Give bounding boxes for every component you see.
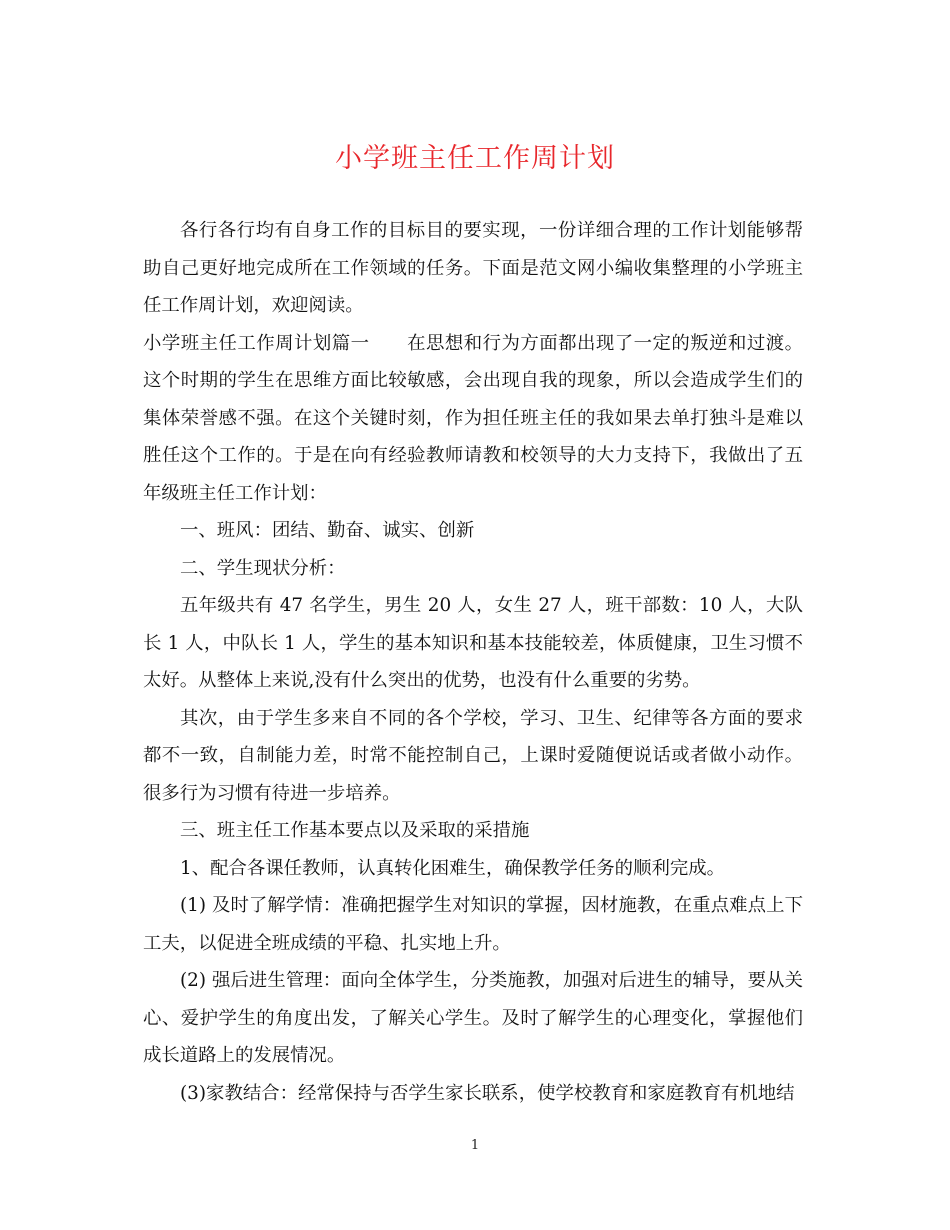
paragraph-plan-one: 小学班主任工作周计划篇一 在思想和行为方面都出现了一定的叛逆和过渡。这个时期的学生在思维方面比较敏感，会出现自我的现象，所以会造成学生们的集体荣誉感不强。在这个关键时刻，作为担任班主任的我如果去单打独斗是难以胜任这个工作的。于是在向有经验教师请教和校领导的大力支持下，我做出了五年级班主任工作计划： [143,332,803,504]
page-number: 1 [470,1138,480,1153]
paragraph-subpoint-1: (1) 及时了解学情：准确把握学生对知识的掌握，因材施教，在重点难点上下工夫，以促进全班成绩的平稳、扎实地上升。 [143,895,803,954]
paragraph-subpoint-3: (3)家教结合：经常保持与否学生家长联系，使学校教育和家庭教育有机地结 [180,1082,795,1104]
paragraph-point-1: 1、配合各课任教师，认真转化困难生，确保教学任务的顺利完成。 [180,857,726,879]
document-body [143,212,803,1112]
paragraph-class-spirit: 一、班风：团结、勤奋、诚实、创新 [180,520,475,541]
paragraph-subpoint-2: (2) 强后进生管理：面向全体学生，分类施教，加强对后进生的辅导，要从关心、爱护学生的角度出发，了解关心学生。及时了解学生的心理变化，掌握他们成长道路上的发展情况。 [143,970,803,1066]
paragraph-student-count: 五年级共有 47 名学生，男生 20 人，女生 27 人，班干部数：10 人，大队长 1 人，中队长 1 人，学生的基本知识和基本技能较差，体质健康，卫生习惯不太好。从整体上来说,没有什么突出的优势，也没有什么重要的劣势。 [143,595,803,691]
paragraph-intro: 各行各行均有自身工作的目标目的要实现，一份详细合理的工作计划能够帮助自己更好地完成所在工作领域的任务。下面是范文网小编收集整理的小学班主任工作周计划，欢迎阅读。 [143,220,803,316]
paragraph-key-points-heading: 三、班主任工作基本要点以及采取的采措施 [180,820,530,841]
document-title: 小学班主任工作周计划 [335,143,615,174]
paragraph-status-heading: 二、学生现状分析： [180,557,346,579]
paragraph-secondly: 其次，由于学生多来自不同的各个学校，学习、卫生、纪律等各方面的要求都不一致，自制能力差，时常不能控制自己，上课时爱随便说话或者做小动作。很多行为习惯有待进一步培养。 [143,707,803,804]
